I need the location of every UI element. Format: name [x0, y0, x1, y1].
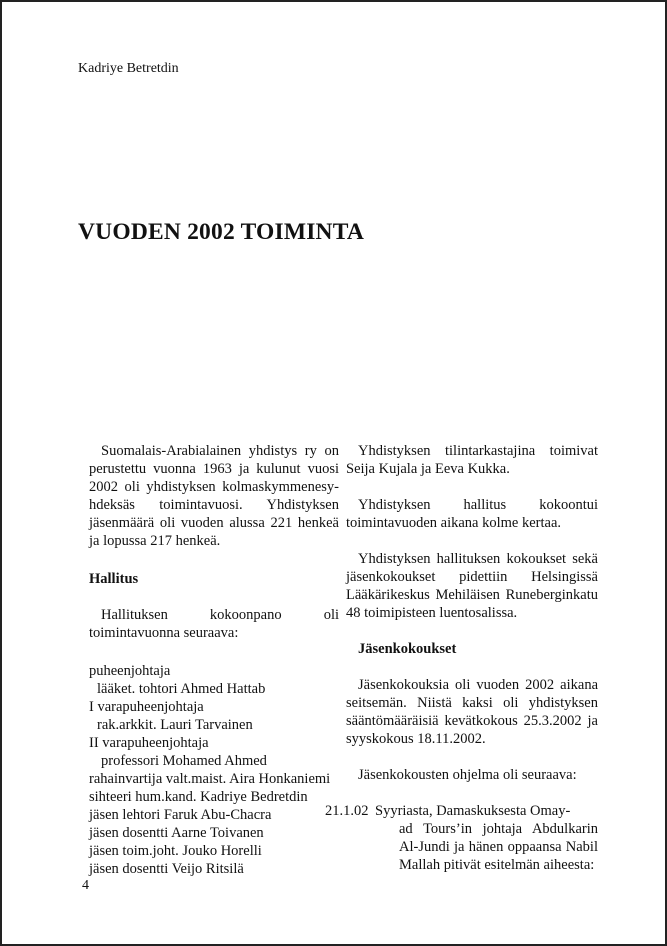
entry-continuation: ad Tours’in johtaja Abdulkarin Al-Jundi ja hänen oppaansa Nabil Mallah pitivät esitelmän aiheesta: — [399, 821, 598, 873]
entry-first-line: Syyriasta, Damaskuksesta Omay- — [375, 803, 571, 819]
author-name: Kadriye Betretdin — [78, 61, 179, 76]
role-line: II varapuheenjohtaja — [89, 735, 209, 751]
board-roles-list — [89, 662, 339, 878]
role-line: jäsen lehtori Faruk Abu-Chacra — [89, 807, 272, 823]
entry-text — [375, 802, 598, 874]
role-line: jäsen toim.joht. Jouko Horelli — [89, 843, 262, 859]
entry-date: 21.1.02 — [325, 803, 369, 819]
program-intro-paragraph: Jäsenkokousten ohjelma oli seuraava: — [358, 767, 577, 783]
venue-paragraph: Yhdistyksen hallituksen kokoukset sekä jäsenkokoukset pidettiin Helsingissä Lääkärikeskus Mehiläisen Runeberginkatu 48 toimipisteen luentosalissa. — [346, 551, 598, 621]
role-line: puheenjohtaja — [89, 663, 171, 679]
section-heading-hallitus: Hallitus — [89, 571, 139, 587]
role-line: rahainvartija valt.maist. Aira Honkaniemi — [89, 771, 331, 787]
role-line: professori Mohamed Ahmed — [101, 753, 267, 769]
role-line: jäsen dosentti Aarne Toivanen — [89, 825, 264, 841]
board-meetings-paragraph: Yhdistyksen hallitus kokoontui toimintavuoden aikana kolme kertaa. — [346, 497, 598, 531]
members-meetings-paragraph: Jäsenkokouksia oli vuoden 2002 aikana seitsemän. Niistä kaksi oli yhdistyksen sääntömääräisiä kevätkokous 25.3.2002 ja syyskokous 18.11.2002. — [346, 677, 598, 747]
page-number: 4 — [82, 878, 89, 893]
role-line: jäsen dosentti Veijo Ritsilä — [89, 861, 244, 877]
right-column — [325, 442, 598, 874]
role-line: I varapuheenjohtaja — [89, 699, 204, 715]
page-title: VUODEN 2002 TOIMINTA — [78, 219, 365, 245]
role-line: lääket. tohtori Ahmed Hattab — [97, 681, 266, 697]
role-line: sihteeri hum.kand. Kadriye Bedretdin — [89, 789, 308, 805]
section-heading-jasenkokoukset: Jäsenkokoukset — [358, 641, 457, 657]
program-entry — [325, 802, 598, 874]
intro-paragraph: Suomalais-Arabialainen yhdistys ry on perustettu vuonna 1963 ja kulunut vuosi 2002 oli yhdistyksen kolmaskymmenesy-hdeksäs toimintavuosi. Yhdistyksen jäsenmäärä oli vuoden alussa 221 henkeä ja lopussa 217 henkeä. — [89, 443, 339, 549]
auditors-paragraph: Yhdistyksen tilintarkastajina toimivat Seija Kujala ja Eeva Kukka. — [346, 443, 598, 477]
role-line: rak.arkkit. Lauri Tarvainen — [97, 717, 253, 733]
composition-paragraph: Hallituksen kokoonpano oli toimintavuonna seuraava: — [89, 607, 339, 641]
left-column — [89, 442, 339, 878]
